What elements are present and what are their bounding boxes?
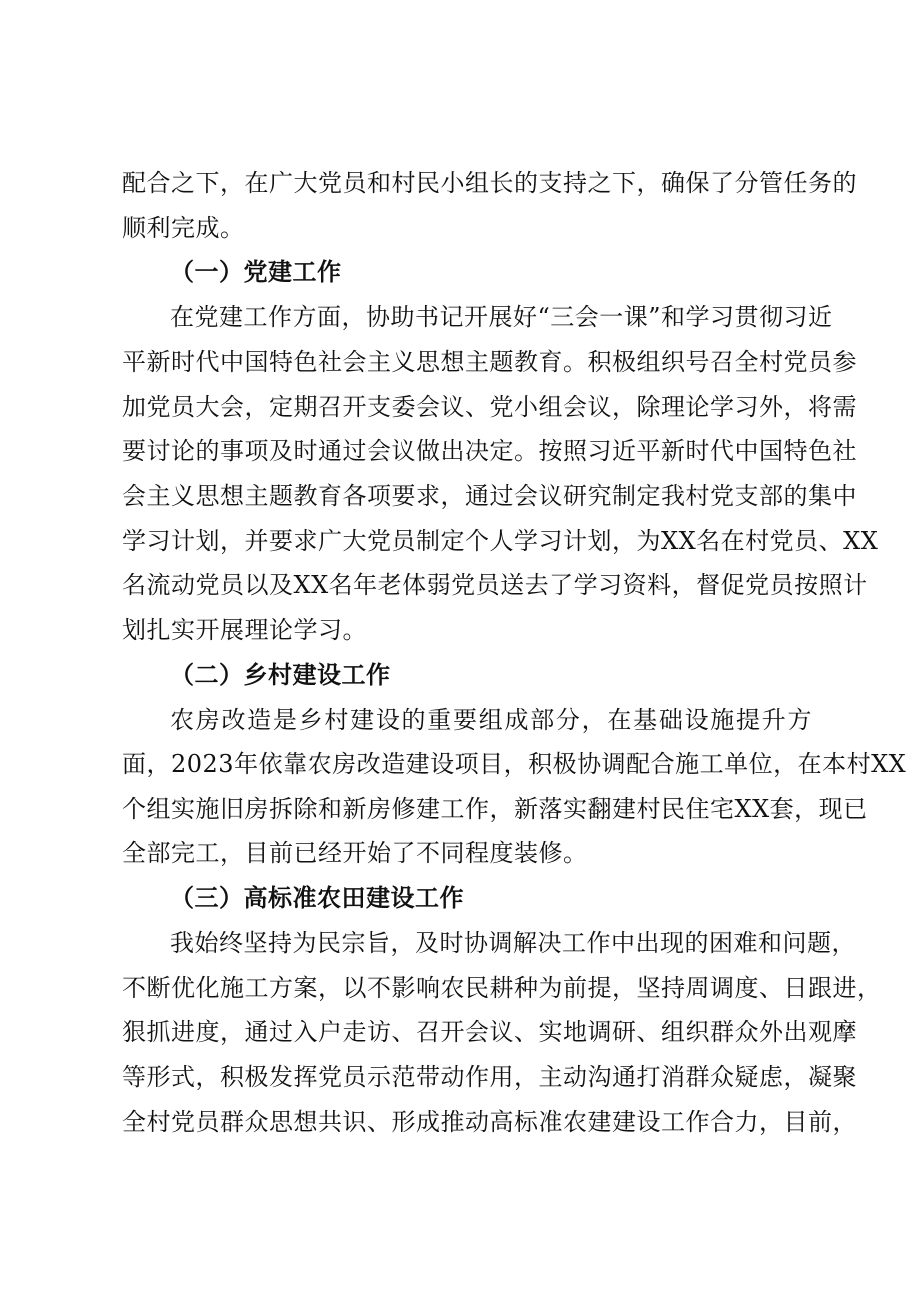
body-text-line: 平新时代中国特色社会主义思想主题教育。积极组织号召全村党员参 [122,348,857,376]
body-text-line: 农房改造是乡村建设的重要组成部分，在基础设施提升方 [170,706,812,734]
body-text-line: 配合之下，在广大党员和村民小组长的支持之下，确保了分管任务的 [122,169,857,197]
body-text-line: 会主义思想主题教育各项要求，通过会议研究制定我村党支部的集中 [122,482,857,510]
body-text-line: 学习计划，并要求广大党员制定个人学习计划，为XX名在村党员、XX [122,527,879,555]
section-heading-farmland-construction: （三）高标准农田建设工作 [170,883,464,912]
body-text-line: 不断优化施工方案，以不影响农民耕种为前提，坚持周调度、日跟进， [122,974,882,1002]
body-text-line: 要讨论的事项及时通过会议做出决定。按照习近平新时代中国特色社 [122,437,857,465]
body-text-line: 划扎实开展理论学习。 [122,616,367,644]
body-text-line: 个组实施旧房拆除和新房修建工作，新落实翻建村民住宅XX套，现已 [122,795,868,823]
body-text-line: 加党员大会，定期召开支委会议、党小组会议，除理论学习外，将需 [122,393,857,421]
body-text-line: 面，2023年依靠农房改造建设项目，积极协调配合施工单位，在本村XX [122,750,907,778]
body-text-line: 名流动党员以及XX名年老体弱党员送去了学习资料，督促党员按照计 [122,571,868,599]
body-text-line: 我始终坚持为民宗旨，及时协调解决工作中出现的困难和问题， [170,929,856,957]
section-heading-party-building: （一）党建工作 [170,257,342,286]
body-text-line: 顺利完成。 [122,214,245,242]
body-text-line: 全村党员群众思想共识、形成推动高标准农建建设工作合力，目前， [122,1108,857,1136]
body-text-line: 狠抓进度，通过入户走访、召开会议、实地调研、组织群众外出观摩 [122,1018,857,1046]
body-text-line: 全部完工，目前已经开始了不同程度装修。 [122,839,588,867]
body-text-line: 在党建工作方面，协助书记开展好“三会一课”和学习贯彻习近 [170,303,833,331]
section-heading-rural-construction: （二）乡村建设工作 [170,660,391,689]
body-text-line: 等形式，积极发挥党员示范带动作用，主动沟通打消群众疑虑，凝聚 [122,1063,857,1091]
